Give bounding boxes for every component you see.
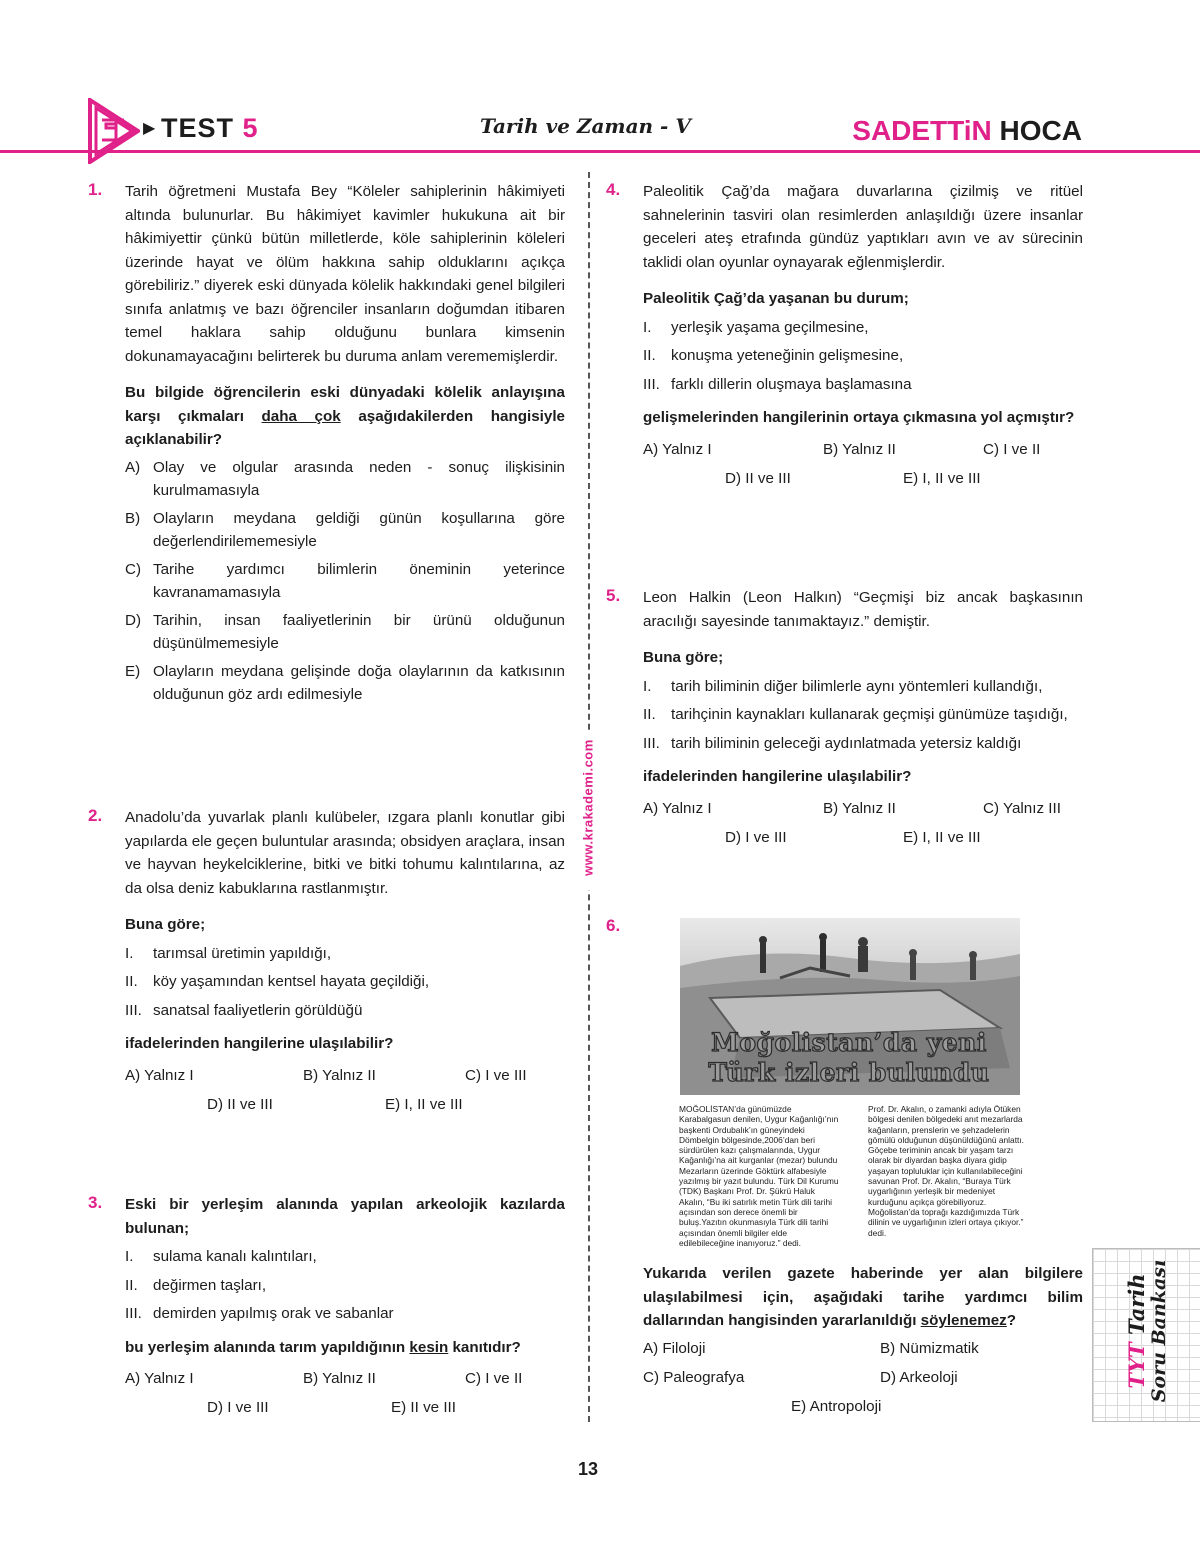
question-6-number: 6. <box>606 916 621 935</box>
option-label: A) <box>125 458 141 476</box>
option-e[interactable] <box>125 660 565 707</box>
question-2-text: Anadolu’da yuvarlak planlı kulübeler, ızgara planlı konutlar gibi yapılarda ele geçen buluntular arasında; obsidyen araçlara, insan ve hayvan heykelciklerine, bitki ve bitki tohumu kalıntılarına, az da olsa deniz kabuklarına rastlanmıştır. <box>125 809 565 897</box>
statement-item <box>125 1245 565 1269</box>
option-b[interactable]: B) Yalnız II <box>823 440 896 458</box>
question-4 <box>643 180 1083 495</box>
question-2-items <box>125 942 565 1023</box>
option-c[interactable]: C) Paleografya <box>643 1368 745 1386</box>
question-2-options-row-1 <box>125 1064 565 1092</box>
statement-text: konuşma yeteneğinin gelişmesine, <box>671 347 904 364</box>
question-4-number: 4. <box>606 180 621 199</box>
question-2-stem: ifadelerinden hangilerine ulaşılabilir? <box>125 1035 394 1052</box>
option-d[interactable]: D) I ve III <box>207 1399 269 1416</box>
question-1-text: Tarih öğretmeni Mustafa Bey “Köleler sahiplerinin hâkimiyeti altında bulunurlar. Bu hâkimiyet kavimler hukukuna ait bir hâkimiyettir çünkü bütün milletlerde, köle sahiplerinin köleleri üzerinde hayat ve ölüm hakkına sahip olduklarını açıkça görebiliriz.” diyerek eski dünyada kölelik hakkındaki genel bilgileri sınıfa anlatmış ve bazı öğrenciler insanların doğumdan itibaren temel haklara sahip olduğunu bunlara kimsenin dokunamayacağını belirterek bu duruma anlam verememişlerdir. <box>125 183 565 365</box>
statement-text: farklı dillerin oluşmaya başlamasına <box>671 375 912 393</box>
option-b[interactable]: B) Yalnız II <box>303 1066 376 1084</box>
statement-text: yerleşik yaşama geçilmesine, <box>671 318 869 336</box>
option-e[interactable]: E) I, II ve III <box>903 828 981 846</box>
statement-number: III. <box>643 734 660 752</box>
option-a[interactable]: A) Yalnız I <box>125 1370 194 1387</box>
statement-item <box>643 373 1083 397</box>
question-5-stem: ifadelerinden hangilerine ulaşılabilir? <box>643 768 912 785</box>
option-text: Olayların meydana gelişinde doğa olaylarının da katkısının olduğunun göz ardı edilmesiyle <box>153 662 565 703</box>
option-text: Olayların meydana geldiği günün koşullarına göre değerlendirilememesiyle <box>153 509 565 550</box>
option-d[interactable]: D) I ve III <box>725 828 787 846</box>
question-3-items <box>125 1245 565 1326</box>
statement-item <box>125 1302 565 1326</box>
test-label: TEST 5 <box>161 113 259 143</box>
question-2-lead: Buna göre; <box>125 916 206 933</box>
option-text: Olay ve olgular arasında neden - sonuç ilişkisinin kurulmamasıyla <box>153 458 565 499</box>
option-a[interactable]: A) Yalnız I <box>125 1066 194 1084</box>
option-e[interactable]: E) I, II ve III <box>903 469 981 487</box>
option-label: D) <box>125 611 142 629</box>
statement-number: I. <box>125 1248 134 1265</box>
question-2-options-row-2 <box>125 1093 565 1121</box>
question-3-stem: bu yerleşim alanında tarım yapıldığının kesin kanıtıdır? <box>125 1338 521 1356</box>
option-label: B) <box>125 509 141 527</box>
statement-item <box>643 316 1083 340</box>
option-c[interactable]: C) I ve II <box>465 1370 523 1387</box>
option-label: E) <box>125 662 141 680</box>
statement-item <box>643 732 1083 756</box>
option-a[interactable]: A) Yalnız I <box>643 799 712 817</box>
option-c[interactable]: C) I ve II <box>983 440 1041 458</box>
question-3-text: Eski bir yerleşim alanında yapılan arkeolojik kazılarda bulunan; <box>125 1196 565 1237</box>
statement-item <box>643 675 1083 699</box>
statement-item <box>125 999 565 1023</box>
statement-text: sanatsal faaliyetlerin görüldüğü <box>153 1001 363 1019</box>
statement-number: III. <box>125 1001 142 1019</box>
question-3-options-row-1 <box>125 1367 565 1395</box>
test-number: 5 <box>242 113 259 143</box>
option-a[interactable]: A) Yalnız I <box>643 440 712 458</box>
option-text: Tarihin, insan faaliyetlerinin bir ürünü olduğunun düşünülmemesiyle <box>153 611 565 652</box>
option-b[interactable]: B) Nümizmatik <box>880 1339 979 1357</box>
brand-name: SADETTiN HOCA <box>852 115 1082 146</box>
question-6-stem: Yukarıda verilen gazete haberinde yer alan bilgilere ulaşılabilmesi için, aşağıdaki tarihe yardımcı bilim dallarından hangisinden yararlanıldığı söylenemez? <box>643 1265 1083 1329</box>
play-arrow-icon: ▶ <box>143 120 156 137</box>
question-2-number: 2. <box>88 806 103 825</box>
statement-item <box>125 942 565 966</box>
option-label: C) <box>125 560 142 578</box>
question-5-text: Leon Halkin (Leon Halkın) “Geçmişi biz ancak başkasının aracılığı sayesinde tanımaktayız.” demiştir. <box>643 589 1083 630</box>
question-6 <box>643 1262 1083 1423</box>
question-5-items <box>643 675 1083 756</box>
statement-number: III. <box>125 1305 142 1322</box>
question-6-options-row-2 <box>643 1366 1083 1394</box>
question-1-number: 1. <box>88 180 103 199</box>
option-d[interactable]: D) II ve III <box>725 469 791 487</box>
statement-item <box>125 970 565 994</box>
statement-text: tarih biliminin diğer bilimlerle aynı yöntemleri kullandığı, <box>671 677 1043 695</box>
newspaper-column-2: Prof. Dr. Akalın, o zamanki adıyla Ötüken bölgesi denilen bölgedeki anıt mezarlarda kağanların, prenslerin ve şehzadelerin gömülü olduğunun düşünüldüğünü anlattı. Göçebe teriminin ancak bir yaşam tarzı olarak bir diyardan başka diyara gidip yaşayan topluluklar için kullanılabileceğini savunan Prof. Dr. Akalın, “Buraya Türk uygarlığının yerleşik bir medeniyet kurduğunu açıkça görebiliyoruz. Moğolistan’da toprağı kazdığımızda Türk dilinin ve uygarlığının izleri ortaya çıkıyor.” dedi. <box>868 1104 1024 1238</box>
option-c[interactable] <box>125 558 565 605</box>
question-5-options-row-1 <box>643 797 1083 825</box>
side-tab <box>1092 1248 1200 1422</box>
side-tab-label: TYT Tarih Soru Bankası <box>1124 1259 1170 1403</box>
statement-number: I. <box>643 677 652 695</box>
publisher-logo-icon <box>88 98 140 164</box>
statement-number: II. <box>125 973 138 990</box>
option-d[interactable]: D) Arkeoloji <box>880 1368 958 1386</box>
option-e[interactable]: E) II ve III <box>391 1399 456 1416</box>
statement-number: I. <box>125 944 134 962</box>
question-4-items <box>643 316 1083 397</box>
question-5-number: 5. <box>606 586 621 605</box>
question-3 <box>125 1193 565 1424</box>
question-4-lead: Paleolitik Çağ’da yaşanan bu durum; <box>643 290 909 307</box>
option-e[interactable]: E) I, II ve III <box>385 1095 463 1113</box>
question-5-lead: Buna göre; <box>643 649 724 666</box>
statement-number: I. <box>643 318 652 336</box>
question-1 <box>125 180 565 707</box>
option-b[interactable]: B) Yalnız II <box>303 1370 376 1387</box>
option-c[interactable]: C) I ve III <box>465 1066 527 1084</box>
statement-text: tarihçinin kaynakları kullanarak geçmişi günümüze taşıdığı, <box>671 706 1068 723</box>
option-d[interactable]: D) II ve III <box>207 1095 273 1113</box>
option-b[interactable]: B) Yalnız II <box>823 799 896 817</box>
statement-item <box>643 344 1083 368</box>
question-6-options-row-1 <box>643 1337 1083 1365</box>
option-c[interactable]: C) Yalnız III <box>983 799 1061 817</box>
question-4-options-row-2 <box>643 467 1083 495</box>
newspaper-column-1: MOĞOLİSTAN’da günümüzde Karabalgasun denilen, Uygur Kağanlığı’nın başkenti Ordubalık’ın güneyindeki Dömbelgin bölgesinde,2006’dan beri sürdürülen kazı çalışmalarında, Uygur Kağanlığı’na ait kurganlar (mezar) bulundu Mezarların üzerinde Göktürk alfabesiyle yazılmış bir yazıt bulundu. Türk Dil Kurumu (TDK) Başkanı Prof. Dr. Şükrü Haluk Akalın, “Bu iki satırlık metin Türk dili tarihi açısından son derece önemli bir buluş.Yazıtın okunmasıyla Türk dili tarihi açısından önemli bilgiler elde edilebileceğine inanıyoruz.” dedi. <box>679 1104 839 1248</box>
statement-text: tarımsal üretimin yapıldığı, <box>153 944 332 962</box>
question-1-options <box>125 456 565 707</box>
statement-item <box>643 703 1083 727</box>
statement-text: sulama kanalı kalıntıları, <box>153 1248 317 1265</box>
option-e[interactable]: E) Antropoloji <box>791 1397 882 1415</box>
statement-number: II. <box>125 1276 138 1294</box>
question-3-number: 3. <box>88 1193 103 1212</box>
question-2 <box>125 806 565 1121</box>
option-b[interactable] <box>125 507 565 554</box>
question-1-stem: Bu bilgide öğrencilerin eski dünyadaki kölelik anlayışına karşı çıkmaları daha çok aşağıdakilerden hangisiyle açıklanabilir? <box>125 384 565 448</box>
question-4-stem: gelişmelerinden hangilerinin ortaya çıkmasına yol açmıştır? <box>643 409 1075 426</box>
option-a[interactable] <box>125 456 565 503</box>
question-6-options-row-3 <box>643 1395 1083 1423</box>
option-d[interactable] <box>125 609 565 656</box>
question-4-options-row-1 <box>643 438 1083 466</box>
statement-item <box>125 1274 565 1298</box>
question-5 <box>643 586 1083 854</box>
page-title: Tarih ve Zaman - V <box>480 114 691 138</box>
newspaper-headline: Moğolistan’da yeni Türk izleri bulundu <box>708 1028 990 1087</box>
header-divider <box>0 150 1200 153</box>
statement-number: II. <box>643 706 656 723</box>
option-text: Tarihe yardımcı bilimlerin öneminin yeterince kavranamamasıyla <box>153 560 565 601</box>
statement-text: değirmen taşları, <box>153 1276 267 1294</box>
question-5-options-row-2 <box>643 826 1083 854</box>
statement-text: demirden yapılmış orak ve sabanlar <box>153 1305 394 1322</box>
page-number: 13 <box>578 1459 599 1479</box>
watermark: www.krakademi.com <box>578 730 598 890</box>
statement-number: III. <box>643 375 660 393</box>
option-a[interactable]: A) Filoloji <box>643 1339 706 1357</box>
statement-number: II. <box>643 347 656 364</box>
question-3-options-row-2 <box>125 1396 565 1424</box>
question-4-text: Paleolitik Çağ’da mağara duvarlarına çizilmiş ve ritüel sahnelerinin tasviri olan resimlerden anlaşıldığı üzere insanlar geceleri ateş etrafında gündüz yaptıkları avın ve av sürecinin taklidi olan oyunlar oynayarak eğlenmişlerdir. <box>643 183 1083 271</box>
statement-text: tarih biliminin geleceği aydınlatmada yetersiz kaldığı <box>671 734 1022 752</box>
statement-text: köy yaşamından kentsel hayata geçildiği, <box>153 973 430 990</box>
